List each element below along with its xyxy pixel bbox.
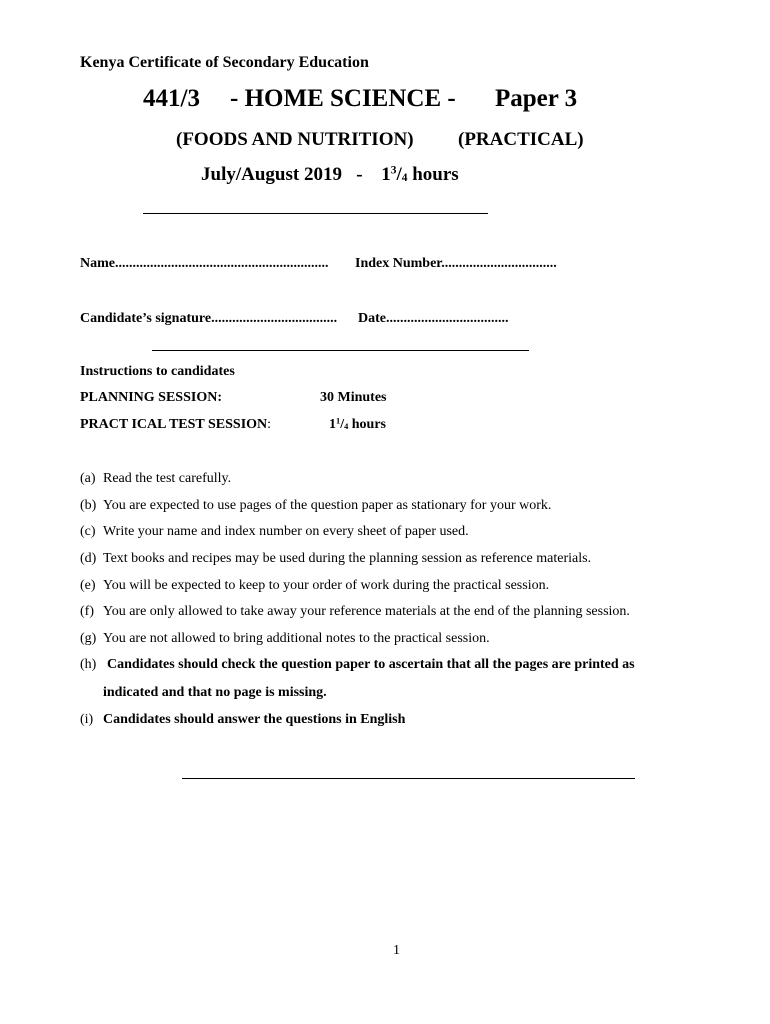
date-field[interactable]: Date................................... [358, 311, 509, 326]
instruction-e [80, 578, 549, 594]
planning-session-value: 30 Minutes [320, 390, 387, 405]
instruction-label: (c) [80, 524, 96, 539]
instruction-label: (a) [80, 471, 96, 486]
instruction-a [80, 471, 231, 487]
subject-title: - HOME SCIENCE - [230, 85, 456, 112]
practical-session-value: $1^1/_4$ hours [329, 416, 386, 432]
instruction-text: Candidates should answer the questions in English [103, 712, 406, 727]
session-line [201, 164, 459, 186]
session-date: July/August 2019 - [201, 164, 363, 185]
details-divider [152, 350, 529, 351]
index-number-field[interactable]: Index Number................................. [355, 256, 557, 271]
duration-numerator: 3 [390, 164, 397, 177]
instruction-text: You are expected to use pages of the question paper as stationary for your work. [103, 498, 552, 513]
instructions-heading: Instructions to candidates [80, 364, 235, 379]
instruction-label: (g) [80, 631, 97, 646]
subtitle-practical: (PRACTICAL) [458, 129, 584, 150]
practical-session-label-text: PRACT ICAL TEST SESSION [80, 417, 268, 432]
instruction-b [80, 498, 551, 514]
instruction-g [80, 631, 490, 647]
paper-number: Paper 3 [495, 85, 578, 112]
instruction-label: (h) [80, 657, 97, 672]
practical-numerator: 1 [336, 416, 341, 426]
instruction-text: You are not allowed to bring additional notes to the practical session. [103, 631, 490, 646]
instruction-text: Read the test carefully. [103, 471, 232, 486]
duration-unit: hours [412, 164, 459, 185]
instruction-text: Text books and recipes may be used during the planning session as reference materials. [103, 551, 592, 566]
instruction-c [80, 524, 469, 540]
instruction-i [80, 712, 405, 728]
instruction-label: (f) [80, 604, 94, 619]
instruction-label: (b) [80, 498, 97, 513]
instruction-label: (i) [80, 712, 94, 727]
instruction-f [80, 604, 630, 620]
practical-session-label [80, 417, 271, 433]
instruction-d [80, 551, 591, 567]
instruction-text: You are only allowed to take away your reference materials at the end of the planning session. [103, 604, 630, 619]
instructions-divider [182, 778, 635, 779]
instruction-h-continued: indicated and that no page is missing. [103, 685, 327, 700]
practical-denominator: 4 [344, 421, 349, 431]
instruction-text: Candidates should check the question paper to ascertain that all the pages are printed as [107, 657, 635, 672]
page-number: 1 [393, 943, 400, 958]
signature-field[interactable]: Candidate’s signature.................................... [80, 311, 338, 326]
paper-code: 441/3 [143, 85, 200, 112]
practical-session-colon: : [267, 417, 272, 432]
instruction-label: (d) [80, 551, 97, 566]
instruction-text: You will be expected to keep to your order of work during the practical session. [103, 578, 550, 593]
header-divider [143, 213, 488, 214]
exam-body: Kenya Certificate of Secondary Education [80, 54, 369, 71]
duration-whole: 1 [381, 164, 391, 185]
instruction-label: (e) [80, 578, 96, 593]
name-field[interactable]: Name............................................................. [80, 256, 329, 271]
subtitle-foods-nutrition: (FOODS AND NUTRITION) [176, 129, 414, 150]
duration: $1^3/_4$ hours [381, 164, 459, 185]
instruction-text: Write your name and index number on every sheet of paper used. [103, 524, 469, 539]
practical-whole: 1 [329, 417, 336, 432]
instruction-h [80, 657, 635, 673]
planning-session-label: PLANNING SESSION: [80, 390, 222, 405]
practical-unit: hours [351, 417, 386, 432]
duration-denominator: 4 [401, 172, 408, 185]
